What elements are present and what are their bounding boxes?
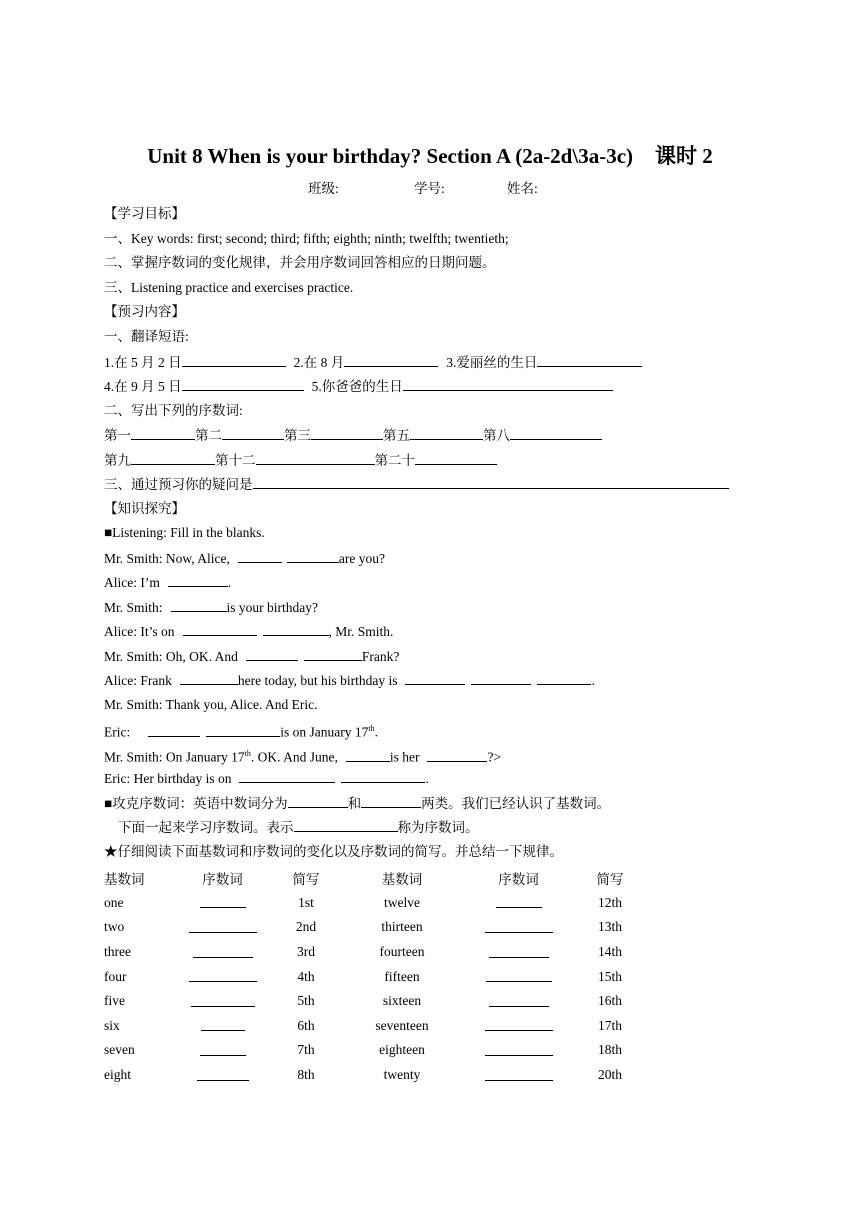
ordinal-cell <box>180 1014 265 1039</box>
dialogue-line: Mr. Smith: Now, Alice, are you? <box>104 547 385 569</box>
ordinal-cell <box>180 1063 265 1088</box>
ordinal-answer-blank[interactable] <box>485 1066 553 1081</box>
abbrev-cell: 2nd <box>295 919 317 935</box>
table-row <box>104 915 640 940</box>
cardinal-cell: twenty <box>383 1067 421 1083</box>
title-main: Unit 8 When is your birthday? Section A (2a-2d\3a-3c) <box>147 144 634 168</box>
cardinal-cell: fourteen <box>379 944 425 960</box>
answer-blank[interactable] <box>239 767 335 783</box>
ordinal-cell <box>457 940 580 965</box>
ordinal-answer-blank[interactable] <box>191 992 255 1007</box>
table-row <box>104 964 640 989</box>
phrase-label: 1.在 5 月 2 日 <box>104 355 182 370</box>
answer-blank[interactable] <box>304 645 362 661</box>
answer-blank[interactable] <box>168 571 228 587</box>
ordinal-label: 第三 <box>284 428 311 443</box>
table-header-row <box>104 866 640 891</box>
answer-blank[interactable] <box>341 767 425 783</box>
ordinal-answer-blank[interactable] <box>496 893 542 908</box>
cardinal-cell: seventeen <box>375 1017 429 1033</box>
answer-blank[interactable] <box>222 424 284 440</box>
student-number-label: 学号: <box>414 181 445 196</box>
phrase-label: 4.在 9 月 5 日 <box>104 379 182 394</box>
abbrev-cell: 20th <box>597 1067 622 1083</box>
question-line <box>104 473 729 495</box>
answer-blank[interactable] <box>246 645 298 661</box>
ordinal-cell <box>457 1014 580 1039</box>
ordinal-label: 第二十 <box>374 453 415 468</box>
ordinal-answer-blank[interactable] <box>197 1066 249 1081</box>
column-header: 简写 <box>596 872 624 888</box>
ordinal-answer-blank[interactable] <box>485 918 553 933</box>
answer-blank[interactable] <box>263 620 329 636</box>
ordinal-line-1 <box>104 424 602 446</box>
explore-header: 【知识探究】 <box>104 501 185 516</box>
cardinal-cell: two <box>104 919 125 935</box>
ordinal-answer-blank[interactable] <box>486 967 552 982</box>
student-name-label: 姓名: <box>507 181 538 196</box>
dialogue-line: Eric: is on January 17th. <box>104 718 378 740</box>
answer-blank[interactable] <box>171 596 227 612</box>
answer-blank[interactable] <box>537 351 642 367</box>
goal-item: 二、掌握序数词的变化规律，并会用序数词回答相应的日期问题。 <box>104 255 496 270</box>
listening-title: ■Listening: Fill in the blanks. <box>104 525 265 540</box>
answer-blank[interactable] <box>537 669 591 685</box>
cardinal-cell: six <box>104 1017 120 1033</box>
ordinal-answer-blank[interactable] <box>200 1041 246 1056</box>
ordinal-cell <box>457 989 580 1014</box>
answer-blank[interactable] <box>471 669 531 685</box>
abbrev-cell: 3rd <box>297 944 315 960</box>
answer-blank[interactable] <box>510 424 602 440</box>
table-row <box>104 1014 640 1039</box>
ordinal-answer-blank[interactable] <box>489 992 549 1007</box>
abbrev-cell: 6th <box>297 1017 315 1033</box>
dialogue-line: Mr. Smith: is your birthday? <box>104 596 318 618</box>
answer-blank[interactable] <box>427 746 487 762</box>
ordinal-cell <box>180 989 265 1014</box>
cardinal-cell: one <box>104 894 124 910</box>
abbrev-cell: 17th <box>597 1017 622 1033</box>
ordinal-answer-blank[interactable] <box>189 918 257 933</box>
abbrev-cell: 16th <box>597 993 622 1009</box>
answer-blank[interactable] <box>183 620 257 636</box>
column-header: 序数词 <box>498 872 539 888</box>
answer-blank[interactable] <box>238 547 282 563</box>
cardinal-cell: eighteen <box>379 1042 425 1058</box>
cardinal-cell: sixteen <box>382 993 422 1009</box>
dialogue-line: Mr. Smith: On January 17th. OK. And June, is her ?> <box>104 743 501 765</box>
answer-blank[interactable] <box>180 669 238 685</box>
ordinal-header: 二、写出下列的序数词: <box>104 403 243 418</box>
ordinal-answer-blank[interactable] <box>193 943 253 958</box>
phrase-line-2 <box>104 375 613 397</box>
answer-blank[interactable] <box>206 721 280 737</box>
student-info-line <box>104 178 704 200</box>
answer-blank[interactable] <box>344 351 438 367</box>
answer-blank[interactable] <box>182 351 286 367</box>
table-row <box>104 1038 640 1063</box>
ordinal-label: 第五 <box>383 428 410 443</box>
ordinal-answer-blank[interactable] <box>489 943 549 958</box>
abbrev-cell: 18th <box>597 1042 622 1058</box>
question-blank[interactable] <box>253 473 729 489</box>
title-lesson: 课时 2 <box>655 144 713 168</box>
abbrev-cell: 8th <box>297 1067 315 1083</box>
answer-blank[interactable] <box>131 424 195 440</box>
answer-blank[interactable] <box>403 375 613 391</box>
column-header: 基数词 <box>381 872 423 888</box>
table-row <box>104 940 640 965</box>
phrase-label: 2.在 8 月 <box>293 355 345 370</box>
phrase-label: 3.爱丽丝的生日 <box>446 355 538 370</box>
ordinal-cell <box>180 915 265 940</box>
goal-item: 一、Key words: first; second; third; fifth; eighth; ninth; twelfth; twentieth; <box>104 231 509 246</box>
ordinal-line-2 <box>104 449 497 471</box>
abbrev-cell: 15th <box>597 968 622 984</box>
dialogue-line: Alice: It’s on , Mr. Smith. <box>104 620 393 642</box>
abbrev-cell: 4th <box>297 968 315 984</box>
answer-blank[interactable] <box>294 816 398 832</box>
class-label: 班级: <box>308 181 339 196</box>
translate-header: 一、翻译短语: <box>104 329 189 344</box>
answer-blank[interactable] <box>410 424 483 440</box>
ordinal-intro-line-2: 下面一起来学习序数词。表示 称为序数词。 <box>118 816 479 838</box>
answer-blank[interactable] <box>256 449 375 465</box>
cardinal-cell: fifteen <box>384 968 420 984</box>
table-row <box>104 1063 640 1088</box>
cardinal-cell: five <box>104 993 125 1009</box>
ordinal-label: 第十二 <box>215 453 256 468</box>
page-title <box>0 140 860 170</box>
ordinal-label: 第九 <box>104 453 131 468</box>
answer-blank[interactable] <box>361 792 421 808</box>
dialogue-line: Alice: Frank here today, but his birthday is . <box>104 669 595 691</box>
answer-blank[interactable] <box>182 375 304 391</box>
answer-blank[interactable] <box>415 449 497 465</box>
dialogue-line: Alice: I’m . <box>104 571 231 593</box>
ordinal-cell <box>457 1063 580 1088</box>
ordinal-intro-line: ■攻克序数词：英语中数词分为 和 两类。我们已经认识了基数词。 <box>104 792 610 814</box>
cardinal-cell: thirteen <box>381 919 423 935</box>
abbrev-cell: 12th <box>597 894 622 910</box>
answer-blank[interactable] <box>346 746 390 762</box>
abbrev-cell: 13th <box>597 919 622 935</box>
answer-blank[interactable] <box>287 547 339 563</box>
ordinal-answer-blank[interactable] <box>201 1016 245 1031</box>
phrase-label: 5.你爸爸的生日 <box>311 379 403 394</box>
column-header: 序数词 <box>202 872 243 888</box>
ordinal-cell <box>180 891 265 916</box>
dialogue-line: Eric: Her birthday is on . <box>104 767 429 789</box>
abbrev-cell: 1st <box>298 894 314 910</box>
cardinal-cell: three <box>104 944 131 960</box>
ordinal-answer-blank[interactable] <box>189 967 257 982</box>
ordinal-cell <box>457 964 580 989</box>
abbrev-cell: 7th <box>297 1042 315 1058</box>
star-instruction: ★仔细阅读下面基数词和序数词的变化以及序数词的简写。并总结一下规律。 <box>104 844 563 859</box>
ordinal-cell <box>457 915 580 940</box>
ordinal-cell <box>180 940 265 965</box>
ordinal-answer-blank[interactable] <box>485 1016 553 1031</box>
phrase-line-1 <box>104 351 642 373</box>
dialogue-line: Mr. Smith: Oh, OK. And Frank? <box>104 645 399 667</box>
ordinal-cell <box>457 891 580 916</box>
column-header: 基数词 <box>104 872 145 888</box>
ordinal-label: 第八 <box>483 428 510 443</box>
answer-blank[interactable] <box>405 669 465 685</box>
ordinal-label: 第一 <box>104 428 131 443</box>
goals-header: 【学习目标】 <box>104 206 185 221</box>
table-row <box>104 891 640 916</box>
cardinal-cell: eight <box>104 1067 131 1083</box>
abbrev-cell: 14th <box>597 944 622 960</box>
answer-blank[interactable] <box>131 449 215 465</box>
dialogue-line: Mr. Smith: Thank you, Alice. And Eric. <box>104 697 318 712</box>
column-header: 简写 <box>292 872 320 888</box>
abbrev-cell: 5th <box>297 993 315 1009</box>
cardinal-cell: twelve <box>384 894 420 910</box>
goal-item: 三、Listening practice and exercises practice. <box>104 280 354 295</box>
cardinal-cell: four <box>104 968 127 984</box>
answer-blank[interactable] <box>288 792 348 808</box>
ordinal-answer-blank[interactable] <box>200 893 246 908</box>
ordinal-cell <box>180 964 265 989</box>
ordinal-table <box>104 866 640 1087</box>
cardinal-cell: seven <box>104 1042 135 1058</box>
preview-header: 【预习内容】 <box>104 304 185 319</box>
answer-blank[interactable] <box>311 424 383 440</box>
ordinal-cell <box>180 1038 265 1063</box>
ordinal-cell <box>457 1038 580 1063</box>
ordinal-label: 第二 <box>195 428 222 443</box>
answer-blank[interactable] <box>148 721 200 737</box>
ordinal-answer-blank[interactable] <box>485 1041 553 1056</box>
table-row <box>104 989 640 1014</box>
question-label: 三、通过预习你的疑问是 <box>104 477 253 492</box>
